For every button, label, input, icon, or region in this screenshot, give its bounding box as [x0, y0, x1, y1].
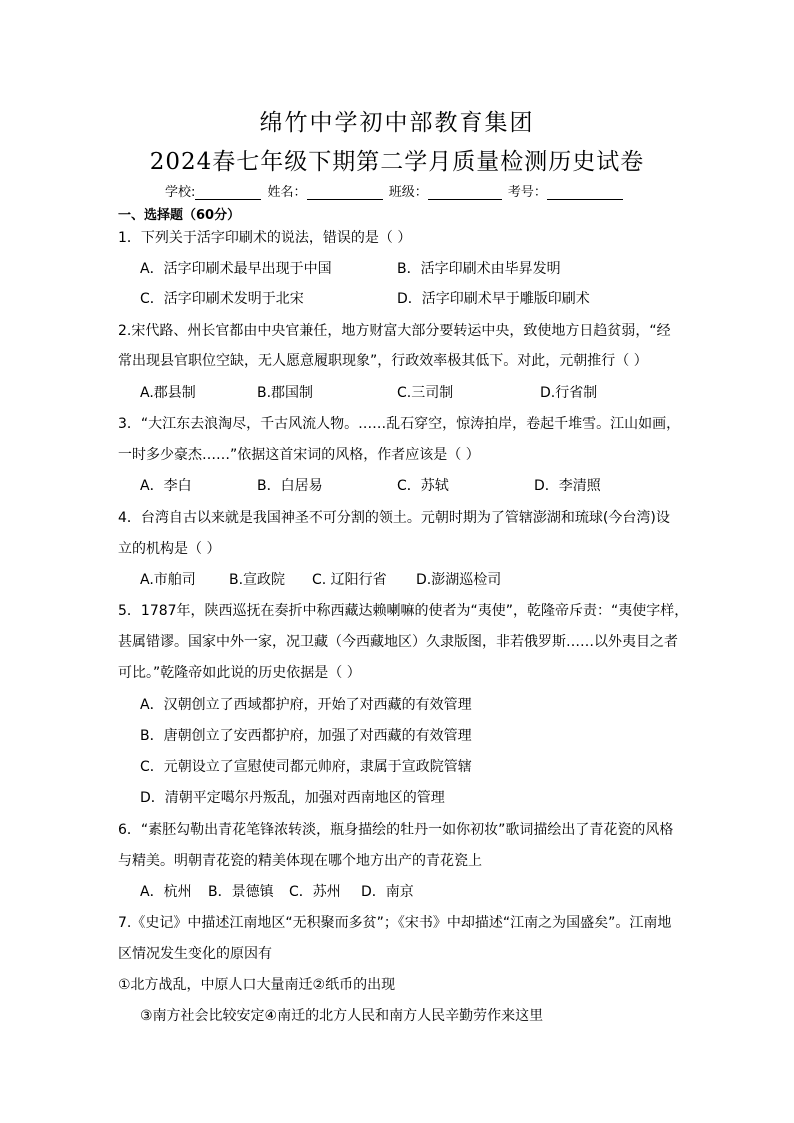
q2-option-d: D.行省制 — [540, 385, 598, 401]
q2-line1: 2.宋代路、州长官都由中央官兼任，地方财富大部分要转运中央，致使地方日趋贫弱，“经 — [118, 323, 671, 339]
field-id-label: 考号： — [507, 185, 547, 200]
field-id-blank[interactable] — [547, 186, 623, 200]
q5-option-a: A．汉朝创立了西域都护府，开始了对西藏的有效管理 — [140, 697, 472, 713]
field-class-label: 班级： — [388, 185, 428, 200]
q1-option-c: C．活字印刷术发明于北宋 — [140, 291, 304, 307]
q3-option-a: A．李白 — [140, 478, 192, 494]
q4-option-d: D.澎湖巡检司 — [416, 572, 502, 588]
q7-line4: ③南方社会比较安定④南迁的北方人民和南方人民辛勤劳作来这里 — [140, 1008, 544, 1024]
q3-option-d: D．李清照 — [534, 478, 601, 494]
q5-line3: 可比。”乾隆帝如此说的历史依据是（ ） — [118, 665, 361, 681]
q3-option-c: C．苏轼 — [397, 478, 449, 494]
q3-option-b: B．白居易 — [257, 478, 323, 494]
field-class-blank[interactable] — [428, 186, 502, 200]
q2-line2: 常出现县官职位空缺，无人愿意履职现象”，行政效率极其低下。对此，元朝推行（ ） — [118, 353, 648, 369]
q5-option-b: B．唐朝创立了安西都护府，加强了对西藏的有效管理 — [140, 728, 472, 744]
q5-line2: 甚属错谬。国家中外一家，况卫藏（今西藏地区）久隶版图，非若俄罗斯……以外夷目之者 — [118, 634, 678, 650]
student-info-line — [165, 181, 625, 200]
q4-line2: 立的机构是（ ） — [118, 541, 221, 557]
q1-option-b: B．活字印刷术由毕昇发明 — [397, 261, 561, 277]
field-school-blank[interactable] — [195, 186, 261, 200]
q5-option-c: C．元朝设立了宣慰使司都元帅府，隶属于宣政院管辖 — [140, 759, 472, 775]
q6-line1: 6．“素胚勾勒出青花笔锋浓转淡，瓶身描绘的牡丹一如你初妆”歌词描绘出了青花瓷的风格 — [118, 822, 674, 838]
q1-option-a: A．活字印刷术最早出现于中国 — [140, 261, 332, 277]
q6-option-d: D．南京 — [361, 884, 414, 900]
field-school-label: 学校: — [165, 185, 196, 200]
q3-line1: 3．“大江东去浪淘尽，千古风流人物。……乱石穿空，惊涛拍岸，卷起千堆雪。江山如画， — [118, 416, 681, 432]
q6-line2: 与精美。明朝青花瓷的精美体现在哪个地方出产的青花瓷上 — [118, 853, 482, 869]
q7-line3: ①北方战乱，中原人口大量南迁②纸币的出现 — [118, 977, 396, 993]
q4-option-b: B.宣政院 — [229, 572, 286, 588]
q6-option-b: B．景德镇 — [208, 884, 274, 900]
q5-line1: 5．1787年，陕西巡抚在奏折中称西藏达赖喇嘛的使者为“夷使”，乾隆帝斥责：“夷使字样， — [118, 603, 689, 619]
q4-option-a: A.市舶司 — [140, 572, 196, 588]
q6-option-a: A．杭州 — [140, 884, 192, 900]
field-name-label: 姓名： — [267, 185, 307, 200]
q3-line2: 一时多少豪杰……”依据这首宋词的风格，作者应该是（ ） — [118, 447, 480, 463]
q6-option-c: C．苏州 — [289, 884, 341, 900]
field-name-blank[interactable] — [307, 186, 383, 200]
q7-line1: 7.《史记》中描述江南地区“无积聚而多贫”；《宋书》中却描述“江南之为国盛矣”。江南地 — [118, 915, 672, 931]
q5-option-d: D．清朝平定噶尔丹叛乱，加强对西南地区的管理 — [140, 790, 445, 806]
q7-line2: 区情况发生变化的原因有 — [118, 946, 272, 962]
exam-title: 2024春七年级下期第二学月质量检测历史试卷 — [149, 149, 645, 175]
school-title: 绵竹中学初中部教育集团 — [259, 110, 535, 136]
q1-stem: 1．下列关于活字印刷术的说法，错误的是（ ） — [118, 230, 412, 246]
section-title: 一、选择题（60分） — [118, 208, 241, 223]
q2-option-a: A.郡县制 — [140, 385, 196, 401]
q4-line1: 4．台湾自古以来就是我国神圣不可分割的领土。元朝时期为了管辖澎湖和琉球(今台湾)设 — [118, 510, 670, 526]
q1-option-d: D．活字印刷术早于雕版印刷术 — [397, 291, 590, 307]
q2-option-c: C.三司制 — [397, 385, 454, 401]
q4-option-c: C. 辽阳行省 — [312, 572, 387, 588]
q2-option-b: B.郡国制 — [257, 385, 314, 401]
